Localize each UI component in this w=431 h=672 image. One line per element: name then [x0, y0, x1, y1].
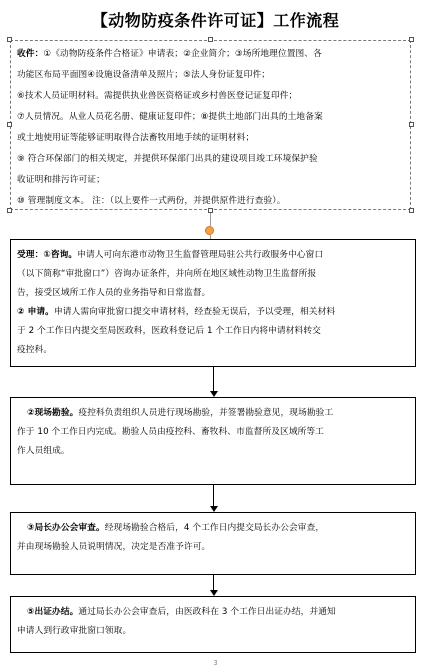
step1-line-3: 告，接受区域所工作人员的业务指导和日常监督。 — [17, 288, 211, 298]
step4-line-1: ⑤出证办结。通过局长办公会审查后，由医政科在 3 个工作日出证办结，并通知 — [27, 607, 336, 617]
arrow-1-line — [213, 367, 214, 392]
step-box-acceptance[interactable] — [10, 239, 416, 367]
resize-handle-middle-left[interactable] — [7, 122, 12, 127]
materials-label: 收件： — [17, 49, 44, 59]
resize-handle-top-right[interactable] — [409, 37, 414, 42]
arrow-2-line — [213, 485, 214, 507]
page-title: 【动物防疫条件许可证】工作流程 — [91, 11, 340, 30]
resize-handle-bottom-right[interactable] — [409, 208, 414, 213]
step1-line-2: （以下简称“审批窗口”）咨询办证条件，并向所在地区域性动物卫生监督所报 — [17, 269, 317, 279]
rotate-handle-stem — [210, 213, 211, 226]
step-box-certificate-issuance[interactable] — [10, 596, 416, 653]
step1-line-4: ② 申请。申请人需向审批窗口提交申请材料，经查验无误后，予以受理，相关材料 — [17, 307, 336, 317]
step4-line-2: 申请人到行政审批窗口领取。 — [17, 626, 132, 636]
step-box-site-inspection[interactable] — [10, 397, 416, 485]
resize-handle-top-center[interactable] — [208, 37, 213, 42]
step1-line-1: 受理：①咨询。申请人可向东港市动物卫生监督管理局驻公共行政服务中心窗口 — [17, 250, 324, 260]
step2-line-2: 作于 10 个工作日内完成。勘验人员由疫控科、畜牧科、市监督所及区域所等工 — [17, 427, 324, 437]
materials-line-1: 收件：①《动物防疫条件合格证》申请表；②企业简介；③场所地理位置图、各 — [17, 49, 322, 59]
materials-line-4: ⑦人员情况。从业人员花名册、健康证复印件；⑧提供土地部门出具的土地备案 — [17, 112, 323, 122]
step1-line-5: 于 2 个工作日内提交至局医政科，医政科登记后 1 个工作日内将申请材料转交 — [17, 326, 321, 336]
arrow-3-line — [213, 575, 214, 591]
resize-handle-bottom-left[interactable] — [7, 208, 12, 213]
materials-box[interactable] — [10, 40, 411, 210]
materials-line-5: 或土地使用证等能够证明取得合法畜牧用地手续的证明材料； — [17, 133, 255, 143]
materials-line-8: ⑩ 管理制度文本。 注：（以上要件一式两份，并提供原件进行查验）。 — [17, 196, 286, 206]
page-number: 3 — [213, 659, 218, 667]
materials-line-7: 收证明和排污许可证； — [17, 175, 105, 185]
resize-handle-middle-right[interactable] — [409, 122, 414, 127]
step1-line-6: 疫控科。 — [17, 345, 53, 355]
step2-line-1: ②现场勘验。疫控科负责组织人员进行现场勘验，并签署勘验意见，现场勘验工 — [27, 408, 334, 418]
step3-line-2: 并由现场勘验人员说明情况，决定是否准予许可。 — [17, 542, 211, 552]
materials-line-3: ⑥技术人员证明材料。需提供执业兽医资格证或乡村兽医登记证复印件； — [17, 91, 298, 101]
resize-handle-top-left[interactable] — [7, 37, 12, 42]
rotate-handle[interactable] — [205, 226, 214, 235]
step3-line-1: ③局长办公会审查。经现场勘验合格后，4 个工作日内提交局长办公会审查， — [27, 523, 325, 533]
step2-line-3: 作人员组成。 — [17, 446, 70, 456]
materials-line-2: 功能区布局平面图④设施设备清单及照片；⑤法人身份证复印件； — [17, 70, 271, 80]
step-box-director-review[interactable] — [10, 512, 416, 575]
materials-line-6: ⑨ 符合环保部门的相关规定，并提供环保部门出具的建设项目竣工环境保护验 — [17, 154, 318, 164]
